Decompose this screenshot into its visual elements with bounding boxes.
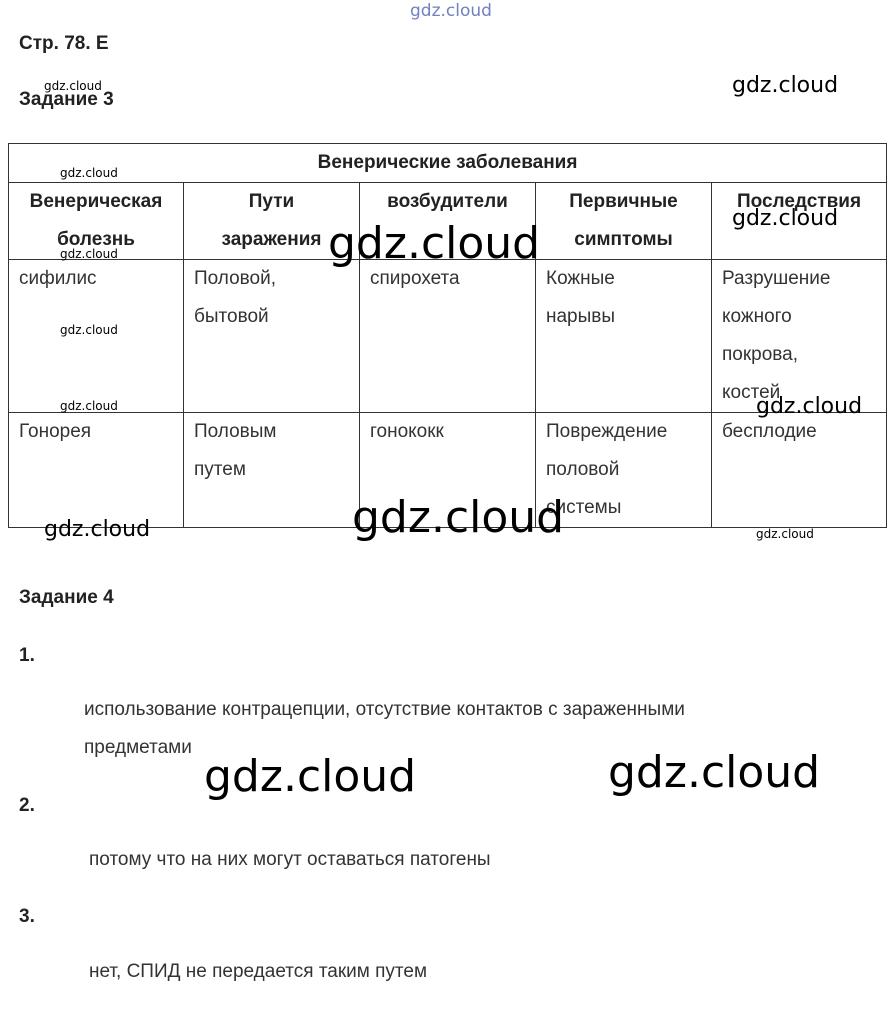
column-header: Первичные симптомы: [536, 183, 712, 260]
answer-number: 1.: [19, 645, 35, 666]
watermark: gdz.cloud: [608, 747, 821, 798]
watermark: gdz.cloud: [60, 247, 118, 261]
table-cell: Половой, бытовой: [184, 260, 360, 413]
column-header: Венерическая болезнь: [9, 183, 184, 260]
answer-text: использование контрацепции, отсутствие контактов с зараженными предметами: [84, 699, 685, 758]
watermark: gdz.cloud: [352, 492, 565, 543]
watermark: gdz.cloud: [410, 1, 492, 21]
table-cell: Половым путем: [184, 413, 360, 528]
watermark: gdz.cloud: [732, 206, 839, 231]
table-caption: Венерические заболевания: [9, 144, 887, 183]
task3-title: Задание 3: [19, 89, 114, 110]
table-cell: сифилис: [9, 260, 184, 413]
column-header: Пути заражения: [184, 183, 360, 260]
watermark: gdz.cloud: [756, 394, 863, 419]
watermark: gdz.cloud: [60, 166, 118, 180]
watermark: gdz.cloud: [204, 751, 417, 802]
column-header: возбудители: [360, 183, 536, 260]
answer-number: 2.: [19, 795, 35, 816]
watermark: gdz.cloud: [44, 79, 102, 93]
watermark: gdz.cloud: [44, 517, 151, 542]
watermark: gdz.cloud: [60, 399, 118, 413]
task4-title: Задание 4: [19, 587, 114, 608]
column-header: Последствия: [712, 183, 887, 260]
table-cell: гонококк: [360, 413, 536, 528]
answer-text: нет, СПИД не передается таким путем: [89, 961, 428, 982]
table-cell: Разрушение кожного покрова, костей: [712, 260, 887, 413]
page-reference: Стр. 78. Е: [19, 33, 109, 54]
answer-text: потому что на них могут оставаться патогены: [89, 849, 491, 870]
table-cell: Кожные нарывы: [536, 260, 712, 413]
watermark: gdz.cloud: [732, 73, 839, 98]
watermark: gdz.cloud: [756, 527, 814, 541]
table-row: [9, 260, 887, 413]
diseases-table: [8, 143, 887, 528]
table-cell: спирохета: [360, 260, 536, 413]
watermark: gdz.cloud: [60, 323, 118, 337]
table-cell: бесплодие: [712, 413, 887, 528]
watermark: gdz.cloud: [328, 218, 541, 269]
table-cell: Гонорея: [9, 413, 184, 528]
answer-number: 3.: [19, 906, 35, 927]
table-cell: Повреждение половой системы: [536, 413, 712, 528]
